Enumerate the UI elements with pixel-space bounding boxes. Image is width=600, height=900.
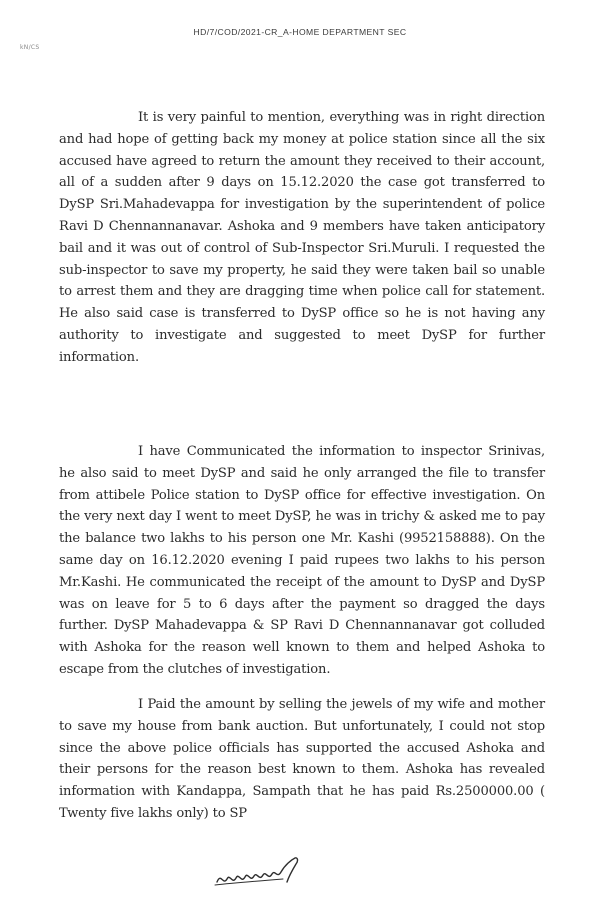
- paragraph-1: It is very painful to mention, everything was in right direction and had hope of getting back my money at police station since all the six accused have agreed to return the amount they received to their account, all of a sudden after 9 days on 15.12.2020 the case got transferred to DySP Sri.Mahadevappa for investigation by the superintendent of police Ravi D Chennannanavar. Ashoka and 9 members have taken anticipatory bail and it was out of control of Sub-Inspector Sri.Muruli. I requested the sub-inspector to save my property, he said they were taken bail so unable to arrest them and they are dragging time when police call for statement. He also said case is transferred to DySP office so he is not having any authority to investigate and suggested to meet DySP for further information.: [59, 110, 545, 365]
- paragraph-3: I Paid the amount by selling the jewels of my wife and mother to save my house from bank auction. But unfortunately, I could not stop since the above police officials has supported the accused Ashoka and their persons for the reason best known to them. Ashoka has revealed information with Kandappa, Sampath that he has paid Rs.2500000.00 ( Twenty five lakhs only) to SP: [59, 697, 545, 822]
- office-stamp-mark: kN/CS: [20, 44, 40, 51]
- paragraph-2: I have Communicated the information to inspector Srinivas, he also said to meet DySP and said he only arranged the file to transfer from attibele Police station to DySP office for effective investigation. On the very next day I went to meet DySP, he was in trichy & asked me to pay the balance two lakhs to his person one Mr. Kashi (9952158888). On the same day on 16.12.2020 evening I paid rupees two lakhs to his person Mr.Kashi. He communicated the receipt of the amount to DySP and DySP was on leave for 5 to 6 days after the payment so dragged the days further. DySP Mahadevappa & SP Ravi D Chennannanavar got colluded with Ashoka for the reason well known to them and helped Ashoka to escape from the clutches of investigation.: [59, 444, 545, 678]
- handwritten-signature: [213, 852, 305, 892]
- file-reference-header: HD/7/COD/2021-CR_A-HOME DEPARTMENT SEC: [193, 27, 407, 37]
